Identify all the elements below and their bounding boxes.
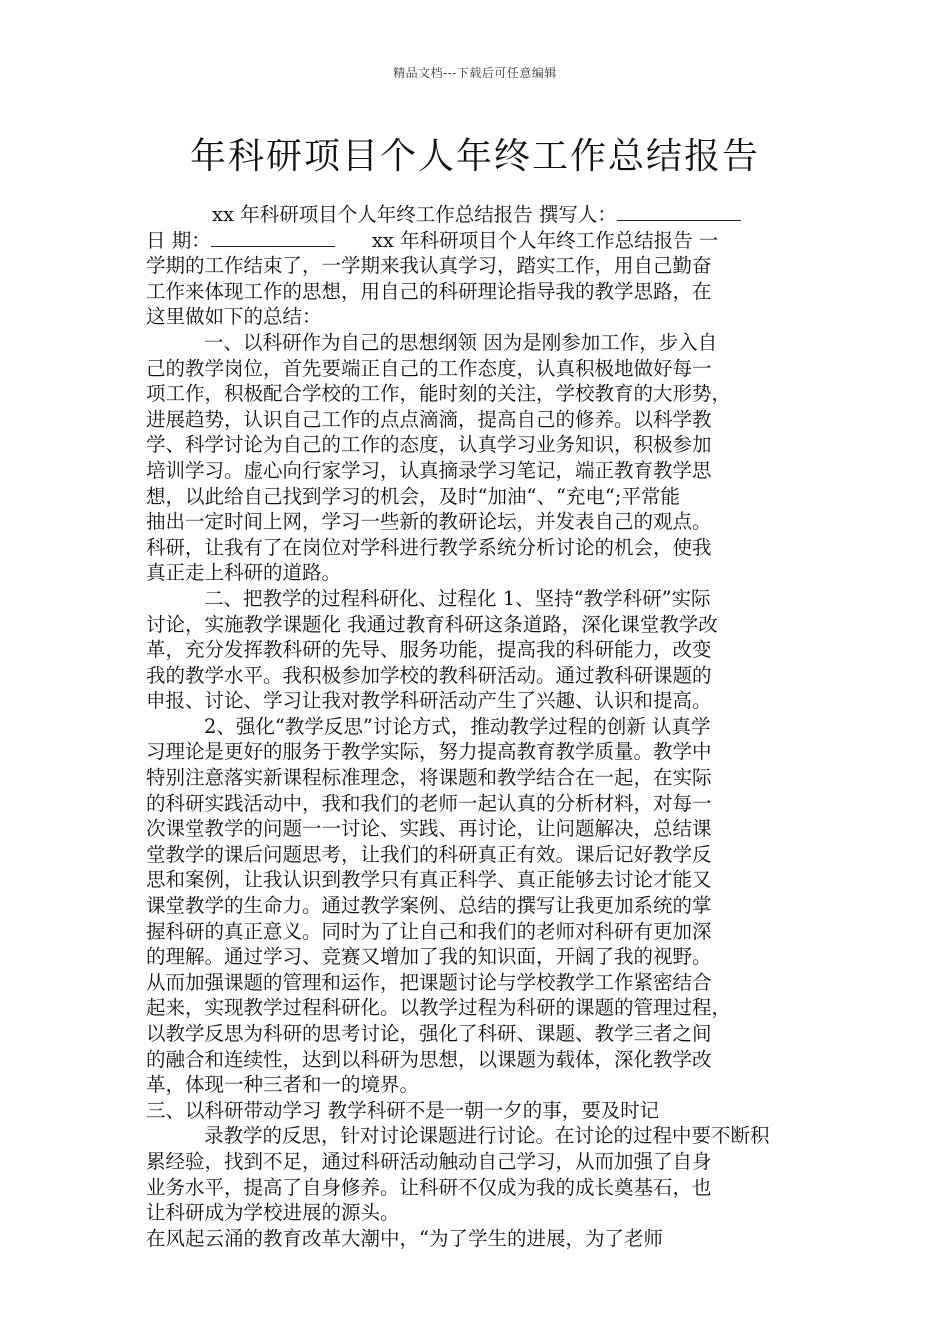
text-line: 三、以科研带动学习 教学科研不是一朝一夕的事，要及时记 bbox=[146, 1098, 660, 1122]
section-heading-2: 二、把教学的过程科研化、过程化 1、坚持“教学科研”实际 bbox=[204, 586, 711, 610]
author-label: xx 年科研项目个人年终工作总结报告 撰写人： bbox=[212, 203, 617, 226]
text-line: 握科研的真正意义。同时为了让自己和我们的老师对科研有更加深 bbox=[146, 919, 712, 943]
text-line: 革，体现一种三者和一的境界。 bbox=[146, 1073, 420, 1097]
section-heading-1: 一、以科研作为自己的思想纲领 因为是刚参加工作，步入自 bbox=[204, 330, 718, 354]
text-line: 以教学反思为科研的思考讨论，强化了科研、课题、教学三者之间 bbox=[146, 1022, 712, 1045]
text-line: 学、科学讨论为自己的工作的态度，认真学习业务知识，积极参加 bbox=[146, 433, 712, 457]
text-line: 特别注意落实新课程标准理念，将课题和教学结合在一起，在实际 bbox=[146, 766, 712, 790]
text-line: 思和案例，让我认识到教学只有真正科学、真正能够去讨论才能又 bbox=[146, 868, 712, 892]
text-line: 抽出一定时间上网，学习一些新的教研论坛，并发表自己的观点。 bbox=[146, 510, 712, 534]
text-line: 累经验，找到不足，通过科研活动触动自己学习，从而加强了自身 bbox=[146, 1149, 712, 1173]
text-line: 的科研实践活动中，我和我们的老师一起认真的分析材料，对每一 bbox=[146, 791, 712, 815]
subsection-heading-2: 2、强化“教学反思”讨论方式，推动教学过程的创新 认真学 bbox=[204, 714, 711, 738]
author-blank bbox=[617, 202, 741, 221]
text-line: 项工作，积极配合学校的工作，能时刻的关注，学校教育的大形势， bbox=[146, 382, 732, 406]
header-note: 精品文档---下载后可任意编辑 bbox=[393, 66, 557, 80]
text-line: 进展趋势，认识自己工作的点点滴滴，提高自己的修养。以科学教 bbox=[146, 407, 712, 431]
text-line-inline: xx 年科研项目个人年终工作总结报告 一 bbox=[371, 228, 719, 252]
text-line: 堂教学的课后问题思考，让我们的科研真正有效。课后记好教学反 bbox=[146, 842, 712, 866]
text-line: 从而加强课题的管理和运作，把课题讨论与学校教学工作紧密结合 bbox=[146, 970, 712, 994]
text-line: 的融合和连续性，达到以科研为思想，以课题为载体，深化教学改 bbox=[146, 1047, 712, 1071]
text-line: 革，充分发挥教科研的先导、服务功能，提高我的科研能力，改变 bbox=[146, 638, 712, 662]
text-line: 学期的工作结束了，一学期来我认真学习，踏实工作，用自己勤奋 bbox=[146, 254, 712, 278]
text-line: 培训学习。虚心向行家学习，认真摘录学习笔记，端正教育教学思 bbox=[146, 458, 712, 482]
text-line: 真正走上科研的道路。 bbox=[146, 561, 342, 585]
date-blank bbox=[211, 228, 335, 247]
section-heading-3: 录教学的反思，针对讨论课题进行讨论。在讨论的过程中要不断积 bbox=[204, 1124, 770, 1148]
text-line: 己的教学岗位，首先要端正自己的工作态度，认真积极地做好每一 bbox=[146, 356, 712, 380]
text-line: 在风起云涌的教育改革大潮中，“为了学生的进展，为了老师 bbox=[146, 1226, 663, 1250]
document-title: 年科研项目个人年终工作总结报告 bbox=[189, 136, 760, 177]
text-line: 起来，实现教学过程科研化。以教学过程为科研的课题的管理过程， bbox=[146, 996, 732, 1020]
text-line: 课堂教学的生命力。通过教学案例、总结的撰写让我更加系统的掌 bbox=[146, 894, 712, 918]
text-line bbox=[146, 202, 808, 228]
text-line: 业务水平，提高了自身修养。让科研不仅成为我的成长奠基石，也 bbox=[146, 1175, 712, 1199]
date-label: 日 期： bbox=[146, 228, 211, 252]
text-line: 这里做如下的总结： bbox=[146, 305, 322, 329]
text-line: 让科研成为学校进展的源头。 bbox=[146, 1201, 400, 1225]
text-line: 讨论，实施教学课题化 我通过教育科研这条道路，深化课堂教学改 bbox=[146, 612, 718, 636]
text-line: 科研，让我有了在岗位对学科进行教学系统分析讨论的机会，使我 bbox=[146, 535, 712, 559]
document-body bbox=[146, 202, 808, 1251]
text-line: 次课堂教学的问题一一讨论、实践、再讨论，让问题解决，总结课 bbox=[146, 817, 712, 841]
text-line: 工作来体现工作的思想，用自己的科研理论指导我的教学思路，在 bbox=[146, 279, 712, 303]
text-line: 习理论是更好的服务于教学实际，努力提高教育教学质量。教学中 bbox=[146, 740, 712, 764]
text-line: 申报、讨论、学习让我对教学科研活动产生了兴趣、认识和提高。 bbox=[146, 689, 712, 713]
text-line: 的理解。通过学习、竞赛又增加了我的知识面，开阔了我的视野。 bbox=[146, 945, 712, 969]
text-line: 想，以此给自己找到学习的机会，及时“加油“、“充电“;平常能 bbox=[146, 484, 680, 508]
text-line bbox=[146, 228, 808, 254]
text-line: 我的教学水平。我积极参加学校的教科研活动。通过教科研课题的 bbox=[146, 663, 712, 687]
